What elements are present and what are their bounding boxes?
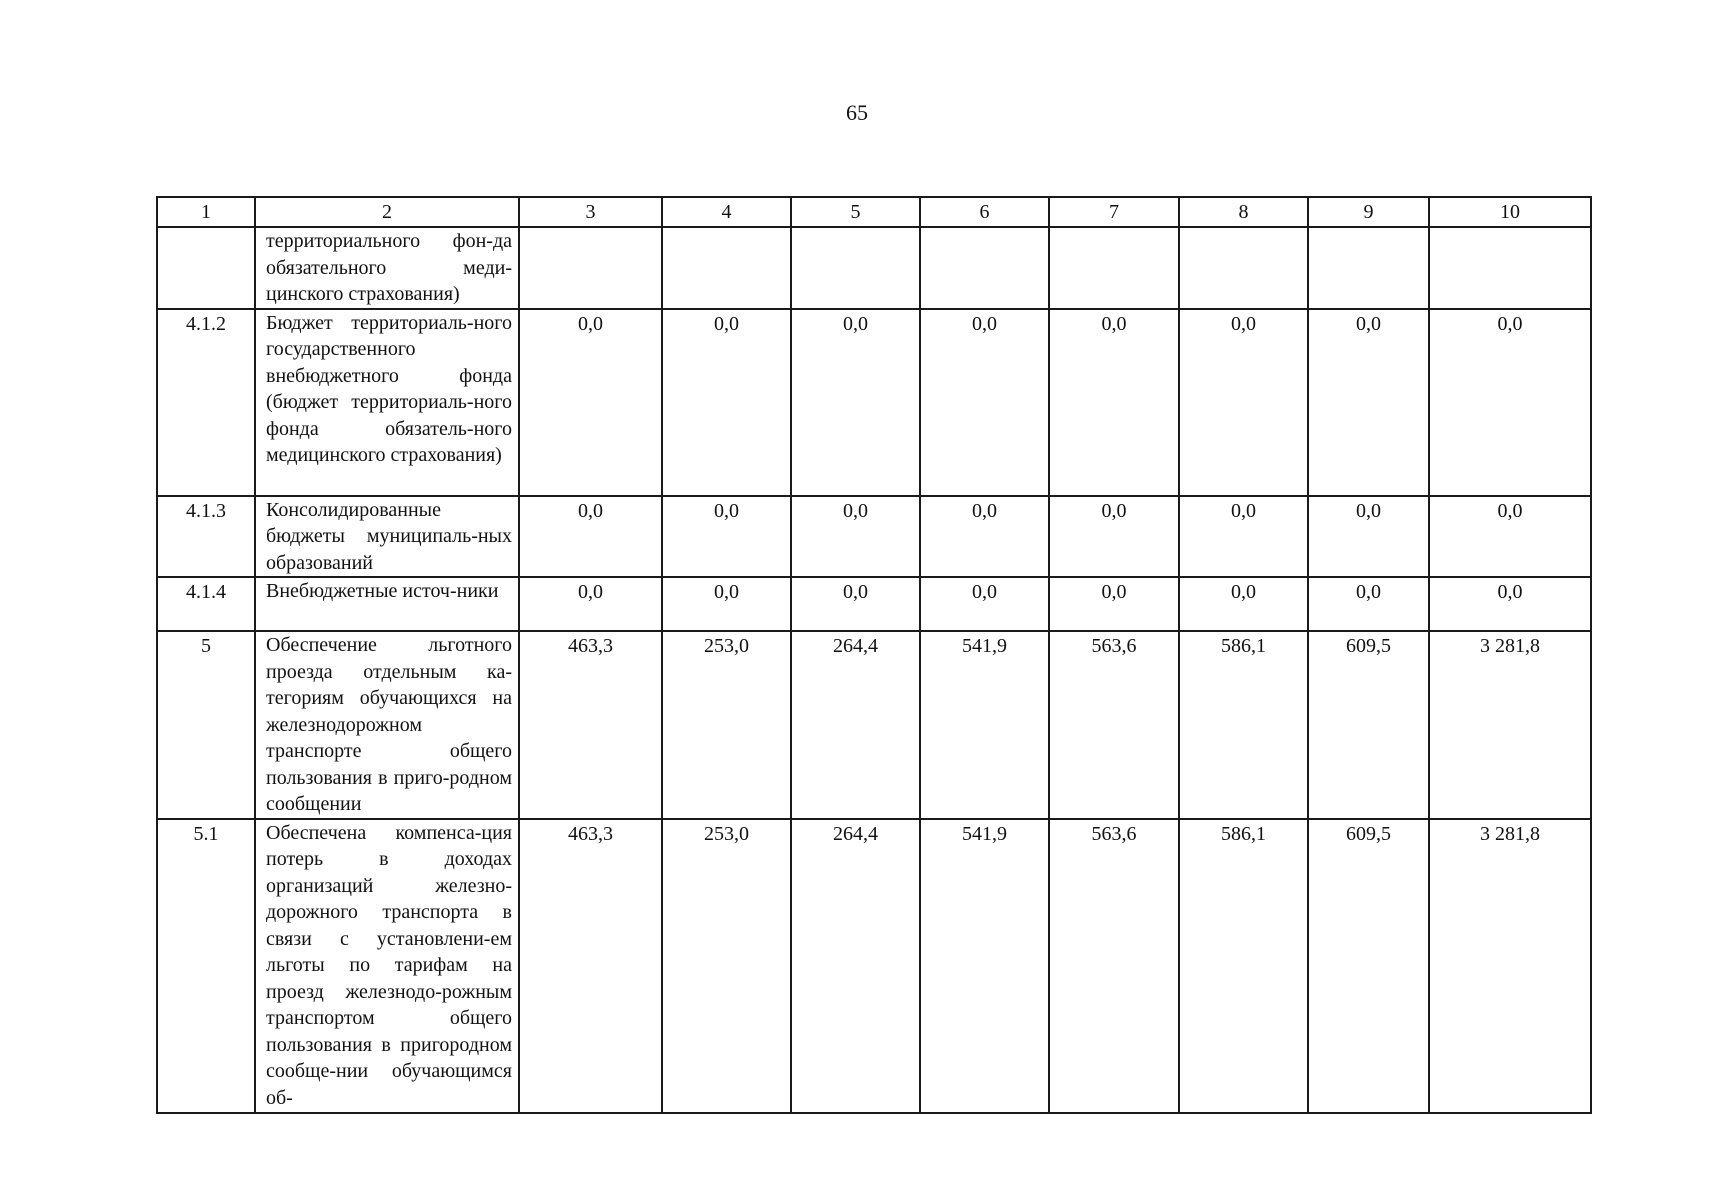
column-number: 10 bbox=[1429, 197, 1591, 227]
value-cell: 0,0 bbox=[1179, 309, 1308, 496]
value-cell: 0,0 bbox=[791, 496, 920, 578]
value-cell: 0,0 bbox=[519, 496, 662, 578]
value-cell: 586,1 bbox=[1179, 819, 1308, 1113]
column-number: 6 bbox=[920, 197, 1049, 227]
value-cell: 253,0 bbox=[662, 819, 791, 1113]
column-number: 9 bbox=[1308, 197, 1429, 227]
column-number: 3 bbox=[519, 197, 662, 227]
column-number: 5 bbox=[791, 197, 920, 227]
value-cell: 0,0 bbox=[1429, 496, 1591, 578]
value-cell: 0,0 bbox=[1049, 309, 1179, 496]
value-cell: 0,0 bbox=[1429, 309, 1591, 496]
budget-table bbox=[156, 196, 1592, 1114]
value-cell: 0,0 bbox=[1049, 577, 1179, 631]
value-cell: 541,9 bbox=[920, 631, 1049, 819]
value-cell: 0,0 bbox=[1429, 577, 1591, 631]
value-cell bbox=[1429, 227, 1591, 309]
value-cell: 0,0 bbox=[1049, 496, 1179, 578]
column-number-row bbox=[157, 197, 1591, 227]
row-description: территориального фон-да обязательного меди-цинского страхования) bbox=[255, 227, 519, 309]
value-cell: 563,6 bbox=[1049, 819, 1179, 1113]
table-row bbox=[157, 577, 1591, 631]
value-cell: 609,5 bbox=[1308, 819, 1429, 1113]
row-code: 4.1.3 bbox=[157, 496, 255, 578]
column-number: 4 bbox=[662, 197, 791, 227]
value-cell bbox=[1308, 227, 1429, 309]
row-code: 4.1.4 bbox=[157, 577, 255, 631]
value-cell: 264,4 bbox=[791, 819, 920, 1113]
value-cell: 0,0 bbox=[920, 309, 1049, 496]
value-cell: 609,5 bbox=[1308, 631, 1429, 819]
table-row bbox=[157, 819, 1591, 1113]
value-cell: 0,0 bbox=[791, 309, 920, 496]
row-description: Консолидированные бюджеты муниципаль-ных образований bbox=[255, 496, 519, 578]
table-row bbox=[157, 227, 1591, 309]
value-cell: 0,0 bbox=[662, 309, 791, 496]
row-code: 5.1 bbox=[157, 819, 255, 1113]
value-cell bbox=[662, 227, 791, 309]
column-number: 8 bbox=[1179, 197, 1308, 227]
value-cell: 264,4 bbox=[791, 631, 920, 819]
column-number: 2 bbox=[255, 197, 519, 227]
row-description: Обеспечение льготного проезда отдельным ка-тегориям обучающихся на железнодорожном транспорте общего пользования в приго-родном сообщении bbox=[255, 631, 519, 819]
value-cell: 586,1 bbox=[1179, 631, 1308, 819]
row-description: Бюджет территориаль-ного государственного внебюджетного фонда (бюджет территориаль-ного фонда обязатель-ного медицинского страхования) bbox=[255, 309, 519, 496]
value-cell: 253,0 bbox=[662, 631, 791, 819]
table-row bbox=[157, 496, 1591, 578]
value-cell: 463,3 bbox=[519, 819, 662, 1113]
value-cell: 0,0 bbox=[662, 496, 791, 578]
row-description: Обеспечена компенса-ция потерь в доходах организаций железно-дорожного транспорта в связи с установлени-ем льготы по тарифам на проезд железнодо-рожным транспортом общего пользования в пригородном сообще-нии обучающимся об- bbox=[255, 819, 519, 1113]
row-description: Внебюджетные источ-ники bbox=[255, 577, 519, 631]
value-cell: 541,9 bbox=[920, 819, 1049, 1113]
row-code: 5 bbox=[157, 631, 255, 819]
column-number: 7 bbox=[1049, 197, 1179, 227]
value-cell: 0,0 bbox=[920, 496, 1049, 578]
value-cell: 3 281,8 bbox=[1429, 631, 1591, 819]
value-cell: 0,0 bbox=[920, 577, 1049, 631]
value-cell: 0,0 bbox=[1179, 577, 1308, 631]
value-cell bbox=[791, 227, 920, 309]
row-code bbox=[157, 227, 255, 309]
value-cell: 0,0 bbox=[662, 577, 791, 631]
value-cell bbox=[1049, 227, 1179, 309]
value-cell bbox=[519, 227, 662, 309]
value-cell: 0,0 bbox=[1308, 496, 1429, 578]
value-cell: 0,0 bbox=[791, 577, 920, 631]
value-cell: 0,0 bbox=[1308, 577, 1429, 631]
value-cell: 0,0 bbox=[519, 577, 662, 631]
page-number: 65 bbox=[846, 100, 868, 125]
value-cell: 0,0 bbox=[1308, 309, 1429, 496]
table-row bbox=[157, 631, 1591, 819]
column-number: 1 bbox=[157, 197, 255, 227]
value-cell: 3 281,8 bbox=[1429, 819, 1591, 1113]
value-cell: 463,3 bbox=[519, 631, 662, 819]
value-cell: 0,0 bbox=[519, 309, 662, 496]
row-code: 4.1.2 bbox=[157, 309, 255, 496]
value-cell: 0,0 bbox=[1179, 496, 1308, 578]
table-row bbox=[157, 309, 1591, 496]
value-cell: 563,6 bbox=[1049, 631, 1179, 819]
value-cell bbox=[920, 227, 1049, 309]
value-cell bbox=[1179, 227, 1308, 309]
